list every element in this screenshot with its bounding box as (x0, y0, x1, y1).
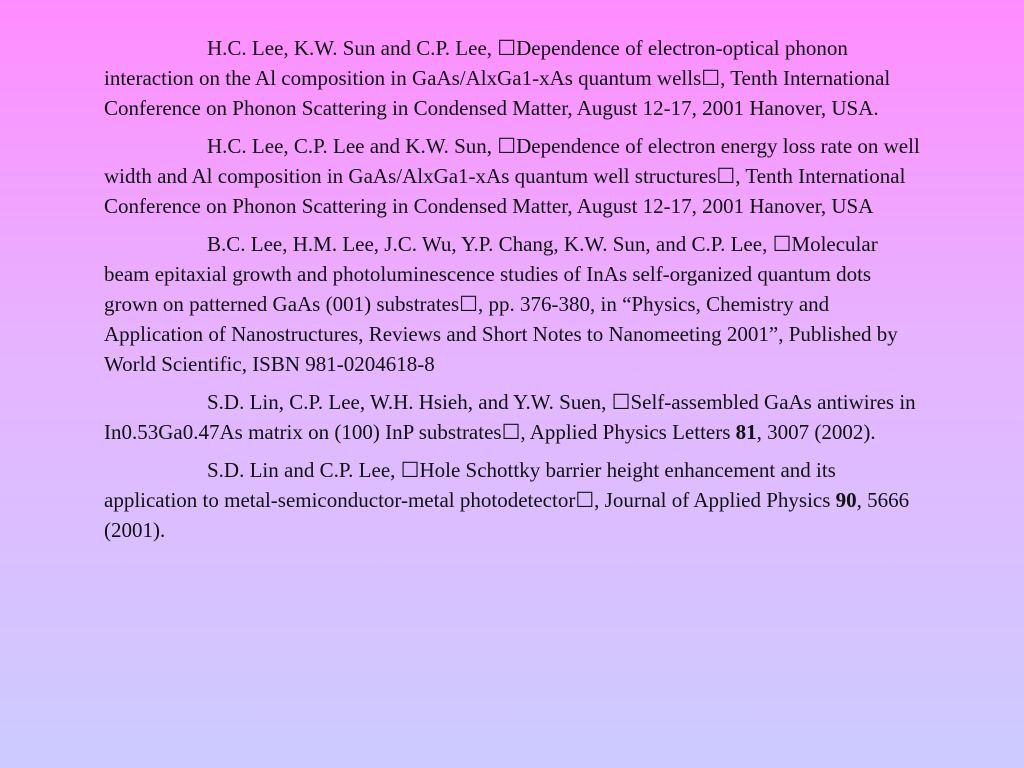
journal-volume: 90 (835, 488, 857, 512)
reference-item (104, 33, 924, 123)
reference-text-end: , 5666 (2001). (104, 488, 910, 542)
reference-text: S.D. Lin, C.P. Lee, W.H. Hsieh, and Y.W. Suen, ☐Self-assembled GaAs antiwires in In0.53Ga0.47As matrix on (100) InP substrates☐, Applied Physics Letters (104, 390, 916, 444)
reference-item (104, 387, 924, 447)
reference-item (104, 131, 924, 221)
reference-item (104, 229, 924, 379)
reference-text-end: , 3007 (2002). (756, 420, 876, 444)
reference-item (104, 455, 924, 545)
journal-volume: 81 (735, 420, 757, 444)
reference-text: S.D. Lin and C.P. Lee, ☐Hole Schottky barrier height enhancement and its application to metal-semiconductor-metal photodetector☐, Journal of Applied Physics (104, 458, 836, 512)
reference-text: H.C. Lee, C.P. Lee and K.W. Sun, ☐Dependence of electron energy loss rate on well width and Al composition in GaAs/AlxGa1-xAs quantum well structures☐, Tenth International Conference on Phonon Scattering in Condensed Matter, August 12-17, 2001 Hanover, USA (104, 134, 920, 218)
reference-text: B.C. Lee, H.M. Lee, J.C. Wu, Y.P. Chang, K.W. Sun, and C.P. Lee, ☐Molecular beam epitaxial growth and photoluminescence studies of InAs self-organized quantum dots grown on patterned GaAs (001) substrates☐, pp. 376-380, in “Physics, Chemistry and Application of Nanostructures, Reviews and Short Notes to Nanomeeting 2001”, Published by World Scientific, ISBN 981-0204618-8 (104, 232, 898, 376)
reference-text: H.C. Lee, K.W. Sun and C.P. Lee, ☐Dependence of electron-optical phonon interaction on the Al composition in GaAs/AlxGa1-xAs quantum wells☐, Tenth International Conference on Phonon Scattering in Condensed Matter, August 12-17, 2001 Hanover, USA. (104, 36, 891, 120)
reference-list (104, 33, 924, 553)
